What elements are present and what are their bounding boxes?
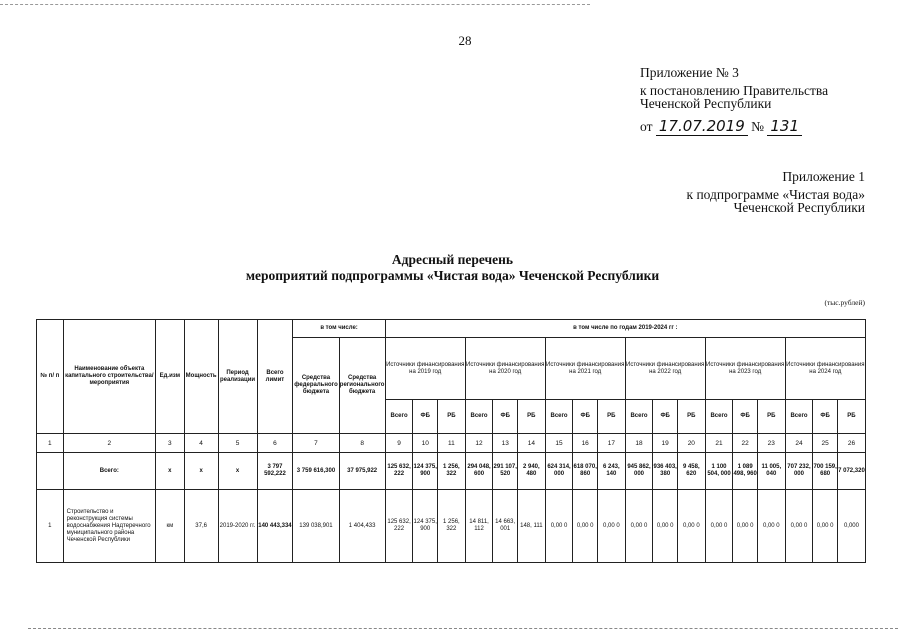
- col-numbers-cell: 8: [339, 434, 385, 453]
- header-2020: Источники финансирования на 2020 год: [465, 338, 545, 400]
- col-numbers-cell: 7: [293, 434, 339, 453]
- appendix1-line2: Чеченской Республики: [733, 200, 865, 215]
- col-numbers-cell: 17: [597, 434, 625, 453]
- sub-all: Всего: [625, 400, 653, 434]
- appendix1-title: Приложение 1: [782, 169, 865, 184]
- row1-cell: 0,00 0: [625, 490, 653, 563]
- header-fed: Средства федерального бюджета: [293, 338, 339, 434]
- total-row-cell: 618 070, 860: [573, 453, 598, 490]
- row1-cell: 0,00 0: [757, 490, 785, 563]
- row1-cell: 0,00 0: [597, 490, 625, 563]
- sub-rb: РБ: [518, 400, 546, 434]
- header-num: № п/ п: [37, 320, 64, 434]
- total-row-cell: 6 243, 140: [597, 453, 625, 490]
- col-numbers-cell: 19: [653, 434, 678, 453]
- col-numbers-cell: 20: [677, 434, 705, 453]
- total-row-cell: 945 862, 000: [625, 453, 653, 490]
- row1-cell: 0,00 0: [545, 490, 573, 563]
- total-row-cell: 124 375, 900: [413, 453, 438, 490]
- row1-cell: 148, 111: [518, 490, 546, 563]
- sub-all: Всего: [465, 400, 493, 434]
- total-row-cell: 707 232, 000: [785, 453, 813, 490]
- total-row-cell: 2 940, 480: [518, 453, 546, 490]
- row1-cell: 0,00 0: [785, 490, 813, 563]
- col-numbers-cell: 16: [573, 434, 598, 453]
- row1-cell: 1 404,433: [339, 490, 385, 563]
- total-row-cell: 3 797 592,222: [257, 453, 293, 490]
- sub-fb: ФБ: [413, 400, 438, 434]
- sub-rb: РБ: [438, 400, 466, 434]
- sub-rb: РБ: [757, 400, 785, 434]
- sub-rb: РБ: [677, 400, 705, 434]
- col-numbers-cell: 24: [785, 434, 813, 453]
- total-row-cell: 1 256, 322: [438, 453, 466, 490]
- col-numbers-cell: 3: [155, 434, 184, 453]
- row1-cell: км: [155, 490, 184, 563]
- col-numbers-cell: 23: [757, 434, 785, 453]
- header-2023: Источники финансирования на 2023 год: [705, 338, 785, 400]
- col-numbers-cell: 22: [733, 434, 758, 453]
- col-numbers-cell: 10: [413, 434, 438, 453]
- row1-cell: 0,00 0: [733, 490, 758, 563]
- row1-cell: 1 256, 322: [438, 490, 466, 563]
- header-by-year: в том числе по годам 2019-2024 гг :: [385, 320, 865, 338]
- sub-all: Всего: [385, 400, 413, 434]
- total-row-cell: Всего:: [63, 453, 155, 490]
- row1-cell: 125 632, 222: [385, 490, 413, 563]
- total-row-cell: х: [218, 453, 257, 490]
- total-row-cell: х: [184, 453, 218, 490]
- row1-cell: 139 038,901: [293, 490, 339, 563]
- total-row-cell: 7 072,320: [837, 453, 865, 490]
- total-row: [37, 453, 866, 490]
- header-reg: Средства регионального бюджета: [339, 338, 385, 434]
- total-row-cell: 1 100 504, 000: [705, 453, 733, 490]
- appendix3-line2: Чеченской Республики: [640, 96, 772, 111]
- scan-edge-bottom: [28, 628, 898, 629]
- col-numbers-cell: 4: [184, 434, 218, 453]
- handwritten-date: 17.07.2019: [656, 117, 748, 136]
- header-2019: Источники финансирования на 2019 год: [385, 338, 465, 400]
- address-list-table: [36, 319, 866, 563]
- total-row-cell: х: [155, 453, 184, 490]
- col-numbers-cell: 13: [493, 434, 518, 453]
- scan-edge-top: [0, 4, 590, 5]
- row1-cell: 124 375, 900: [413, 490, 438, 563]
- col-numbers-cell: 6: [257, 434, 293, 453]
- total-row-cell: 1 089 498, 960: [733, 453, 758, 490]
- row1-cell: 14 811, 112: [465, 490, 493, 563]
- total-row-cell: 294 048, 600: [465, 453, 493, 490]
- table-row: [37, 490, 866, 563]
- row1-cell: 0,00 0: [705, 490, 733, 563]
- units-note: (тыс.рублей): [824, 298, 865, 307]
- handwritten-number: 131: [767, 117, 802, 136]
- row1-cell: 2019-2020 гг.: [218, 490, 257, 563]
- row1-cell: 14 663, 001: [493, 490, 518, 563]
- total-row-cell: 37 975,922: [339, 453, 385, 490]
- row1-cell: 0,00 0: [813, 490, 838, 563]
- col-numbers-cell: 26: [837, 434, 865, 453]
- order-date-line: [640, 117, 802, 135]
- sub-fb: ФБ: [733, 400, 758, 434]
- appendix3-title: Приложение № 3: [640, 65, 739, 80]
- row1-cell: Строительство и реконструкция системы водоснабжения Надтеречного муниципального района Чеченской Республики: [63, 490, 155, 563]
- row1-cell: 0,00 0: [653, 490, 678, 563]
- header-capacity: Мощность: [184, 320, 218, 434]
- total-row-cell: 3 759 616,300: [293, 453, 339, 490]
- header-unit: Ед.изм: [155, 320, 184, 434]
- header-2022: Источники финансирования на 2022 год: [625, 338, 705, 400]
- sub-rb: РБ: [597, 400, 625, 434]
- col-numbers-cell: 25: [813, 434, 838, 453]
- col-numbers-cell: 12: [465, 434, 493, 453]
- header-incl: в том числе:: [293, 320, 385, 338]
- row1-cell: 0,00 0: [573, 490, 598, 563]
- total-row-cell: 936 403, 380: [653, 453, 678, 490]
- sub-fb: ФБ: [493, 400, 518, 434]
- row1-cell: 1: [37, 490, 64, 563]
- appendix1-line1: к подпрограмме «Чистая вода»: [686, 187, 865, 202]
- document-subtitle: мероприятий подпрограммы «Чистая вода» Чеченской Республики: [245, 268, 660, 283]
- col-numbers-cell: 18: [625, 434, 653, 453]
- row1-cell: 0,000: [837, 490, 865, 563]
- appendix3-line1: к постановлению Правительства: [640, 83, 829, 98]
- total-row-cell: 9 458, 620: [677, 453, 705, 490]
- col-numbers-cell: 14: [518, 434, 546, 453]
- sub-all: Всего: [785, 400, 813, 434]
- sub-all: Всего: [545, 400, 573, 434]
- col-numbers-cell: 15: [545, 434, 573, 453]
- total-row-cell: [37, 453, 64, 490]
- header-name: Наименование объекта капитального строительства/мероприятия: [63, 320, 155, 434]
- row1-cell: 140 443,334: [257, 490, 293, 563]
- ot-label: от: [640, 119, 653, 134]
- col-numbers-cell: 5: [218, 434, 257, 453]
- header-2021: Источники финансирования на 2021 год: [545, 338, 625, 400]
- header-period: Период реализации: [218, 320, 257, 434]
- sub-rb: РБ: [837, 400, 865, 434]
- number-label: №: [751, 119, 765, 134]
- col-numbers-cell: 2: [63, 434, 155, 453]
- sub-fb: ФБ: [573, 400, 598, 434]
- col-numbers-cell: 1: [37, 434, 64, 453]
- total-row-cell: 125 632, 222: [385, 453, 413, 490]
- column-numbers-row: [37, 434, 866, 453]
- total-row-cell: 291 107, 520: [493, 453, 518, 490]
- col-numbers-cell: 21: [705, 434, 733, 453]
- total-row-cell: 624 314, 000: [545, 453, 573, 490]
- row1-cell: 37,6: [184, 490, 218, 563]
- sub-fb: ФБ: [653, 400, 678, 434]
- document-title: Адресный перечень: [391, 252, 514, 267]
- sub-all: Всего: [705, 400, 733, 434]
- sub-fb: ФБ: [813, 400, 838, 434]
- total-row-cell: 700 159, 680: [813, 453, 838, 490]
- row1-cell: 0,00 0: [677, 490, 705, 563]
- total-row-cell: 11 005, 040: [757, 453, 785, 490]
- col-numbers-cell: 11: [438, 434, 466, 453]
- header-row-1: [37, 320, 866, 338]
- header-2024: Источники финансирования на 2024 год: [785, 338, 865, 400]
- col-numbers-cell: 9: [385, 434, 413, 453]
- page-number: 28: [458, 33, 472, 48]
- header-limit: Всего лимит: [257, 320, 293, 434]
